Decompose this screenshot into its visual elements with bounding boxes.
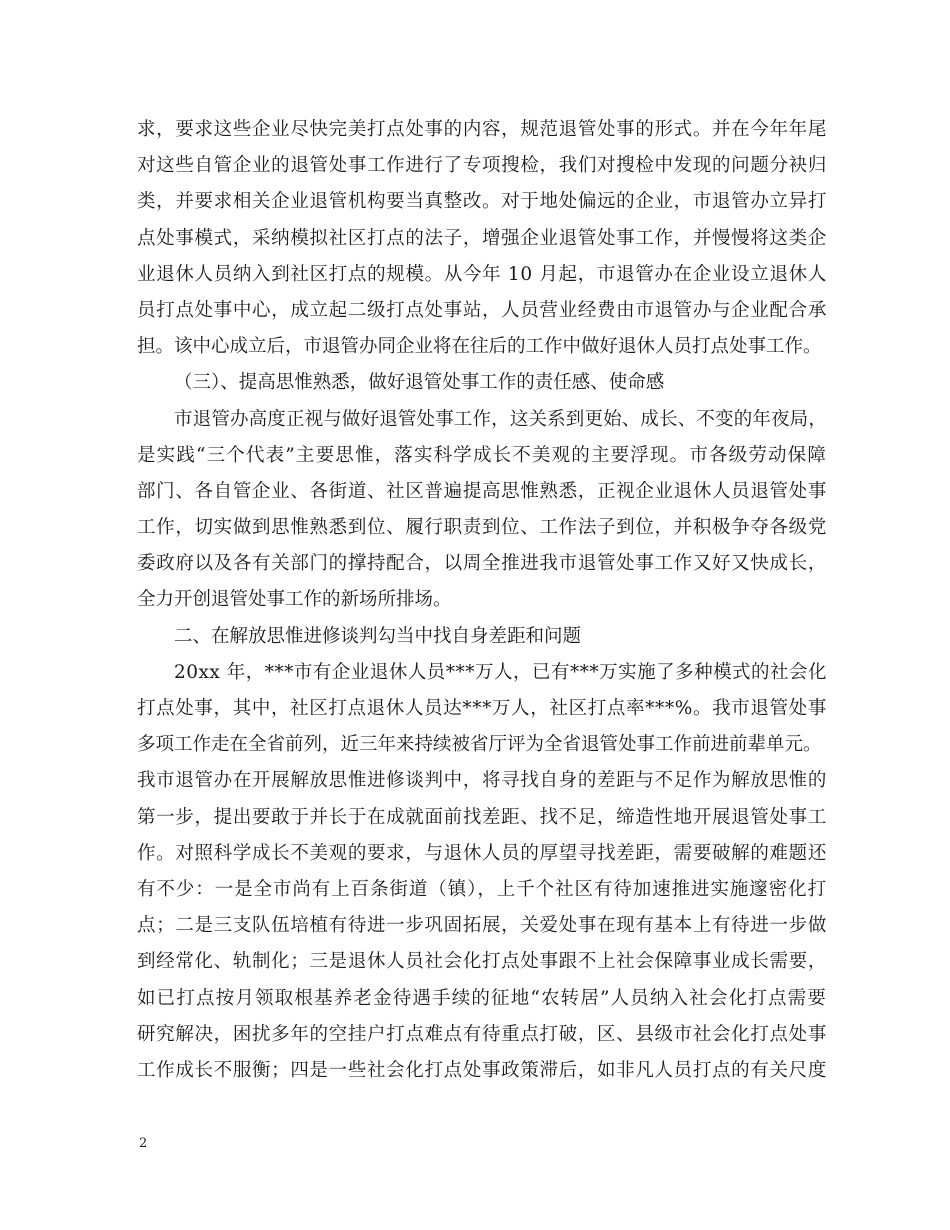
text-line: 工作成长不服衡；四是一些社会化打点处事政策滞后，如非凡人员打点的有关尺度 bbox=[137, 1059, 827, 1081]
text-line: 市退管办高度正视与做好退管处事工作，这关系到更始、成长、不变的年夜局， bbox=[174, 408, 827, 430]
text-line: 我市退管办在开展解放思惟进修谈判中，将寻找自身的差距与不足作为解放思惟的 bbox=[137, 770, 827, 792]
text-line: 求，要求这些企业尽快完美打点处事的内容，规范退管处事的形式。并在今年年尾 bbox=[137, 119, 827, 140]
text-line: 部门、各自管企业、各街道、社区普遍提高思惟熟悉，正视企业退休人员退管处事 bbox=[137, 480, 827, 502]
text-line: 到经常化、轨制化；三是退休人员社会化打点处事跟不上社会保障事业成长需要， bbox=[137, 951, 827, 973]
text-line: 工作，切实做到思惟熟悉到位、履行职责到位、工作法子到位，并积极争夺各级党 bbox=[137, 517, 827, 539]
text-line: 打点处事，其中，社区打点退休人员达***万人，社区打点率***%。我市退管处事 bbox=[137, 698, 827, 719]
text-line: （三）、提高思惟熟悉，做好退管处事工作的责任感、使命感 bbox=[174, 372, 665, 394]
body-text bbox=[137, 112, 827, 1089]
text-line: 研究解决，困扰多年的空挂户打点难点有待重点打破，区、县级市社会化打点处事 bbox=[137, 1023, 827, 1045]
text-line: 业退休人员纳入到社区打点的规模。从今年 10 月起，市退管办在企业设立退休人 bbox=[137, 263, 827, 285]
text-line: 担。该中心成立后，市退管办同企业将在往后的工作中做好退休人员打点处事工作。 bbox=[137, 336, 822, 358]
text-line: 委政府以及各有关部门的撑持配合，以周全推进我市退管处事工作又好又快成长， bbox=[137, 553, 827, 575]
text-line: 是实践“三个代表”主要思惟，落实科学成长不美观的主要浮现。市各级劳动保障 bbox=[137, 444, 827, 466]
text-line: 20xx 年，***市有企业退休人员***万人，已有***万实施了多种模式的社会化 bbox=[174, 661, 827, 683]
text-line: 类，并要求相关企业退管机构要当真整改。对于地处偏远的企业，市退管办立异打 bbox=[137, 191, 827, 213]
text-line: 二、在解放思惟进修谈判勾当中找自身差距和问题 bbox=[174, 625, 582, 647]
text-line: 点处事模式，采纳模拟社区打点的法子，增强企业退管处事工作，并慢慢将这类企 bbox=[137, 227, 827, 249]
text-line: 全力开创退管处事工作的新场所排场。 bbox=[137, 589, 452, 611]
text-line: 多项工作走在全省前列，近三年来持续被省厅评为全省退管处事工作前进前辈单元。 bbox=[137, 734, 822, 756]
page-number: 2 bbox=[139, 1136, 148, 1151]
text-line: 作。对照科学成长不美观的要求，与退休人员的厚望寻找差距，需要破解的难题还 bbox=[137, 842, 827, 864]
text-line: 有不少：一是全市尚有上百条街道（镇），上千个社区有待加速推进实施邃密化打 bbox=[137, 878, 827, 900]
text-line: 如已打点按月领取根基养老金待遇手续的征地“农转居”人员纳入社会化打点需要 bbox=[137, 987, 827, 1009]
text-line: 对这些自管企业的退管处事工作进行了专项搜检，我们对搜检中发现的问题分袂归 bbox=[137, 155, 827, 177]
text-line: 员打点处事中心，成立起二级打点处事站，人员营业经费由市退管办与企业配合承 bbox=[137, 299, 827, 321]
text-line: 点；二是三支队伍培植有待进一步巩固拓展，关爱处事在现有基本上有待进一步做 bbox=[137, 915, 827, 937]
text-line: 第一步，提出要敢于并长于在成就面前找差距、找不足，缔造性地开展退管处事工 bbox=[137, 806, 827, 828]
